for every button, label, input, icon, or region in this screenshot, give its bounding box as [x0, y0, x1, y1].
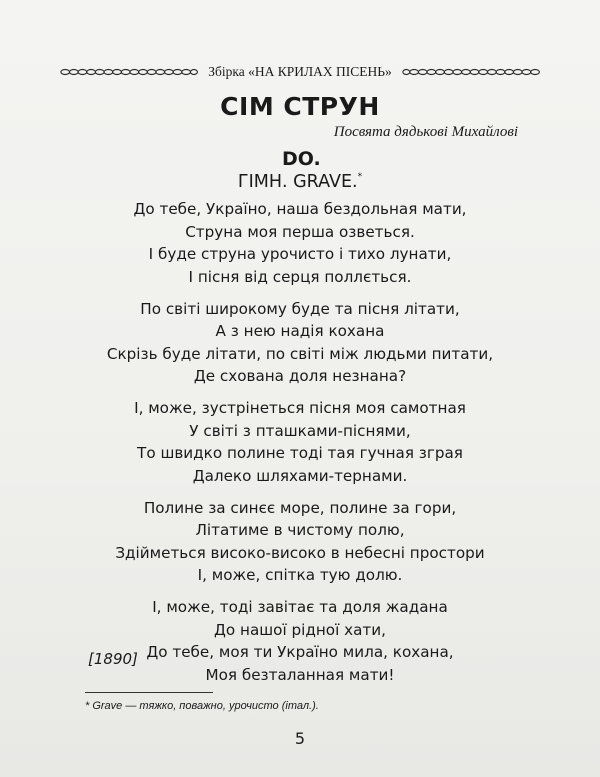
poem-line: Струна моя перша озветься.: [185, 222, 415, 241]
poem-date: [1890]: [88, 650, 138, 668]
poem-line: Далеко шляхами-тернами.: [192, 466, 408, 485]
poem-line: До тебе, моя ти Україно мила, кохана,: [146, 643, 454, 661]
poem-line: І, може, спітка тую долю.: [197, 566, 403, 584]
poem-line: І, може, зустрінеться пісня моя самотная: [134, 399, 466, 417]
tempo-marking: [0, 172, 600, 192]
collection-title: Збірка «НА КРИЛАХ ПІСЕНЬ»: [208, 64, 392, 79]
poem-line: До нашої рідної хати,: [214, 620, 386, 639]
footnote-marker: *: [357, 172, 363, 182]
poem-line: І буде струна урочисто і тихо лунати,: [148, 245, 452, 263]
poem-line: То швидко полине тоді тая гучная зграя: [137, 444, 463, 462]
poem-line: Літатиме в чистому полю,: [195, 521, 405, 539]
stanza: [70, 596, 530, 686]
poem-line: Полине за синєє море, полине за гори,: [143, 498, 457, 517]
musical-key: DO.: [282, 148, 321, 170]
poem-body: [70, 198, 530, 696]
footnote: * Grave — тяжко, поважно, урочисто (італ.).: [85, 700, 319, 712]
poem-line: І, може, тоді завітає та доля жадана: [152, 598, 448, 616]
poem-dedication: Посвята дядькові Михайлові: [333, 124, 518, 140]
poem-title: СІМ СТРУН: [220, 92, 380, 121]
chain-ornament-icon: [60, 68, 198, 76]
poem-line: Моя безталанная мати!: [205, 665, 395, 684]
poem-line: І пісня від серця поллється.: [188, 267, 412, 286]
page-number: 5: [294, 729, 306, 748]
chain-ornament-icon: [402, 68, 540, 76]
running-header: [60, 62, 540, 82]
stanza: [70, 298, 530, 388]
tempo-text: ГІМН. GRAVE.: [237, 172, 358, 192]
poem-line: До тебе, Україно, наша бездольная мати,: [133, 200, 467, 218]
poem-line: Скрізь буде літати, по світі між людьми питати,: [106, 344, 494, 363]
poem-line: Де схована доля незнана?: [193, 367, 407, 385]
poem-line: А з нею надія кохана: [215, 322, 385, 340]
stanza: [70, 397, 530, 487]
footnote-divider: [85, 692, 213, 693]
poem-line: Здійметься високо-високо в небесні простори: [115, 543, 485, 562]
stanza: [70, 198, 530, 288]
poem-line: По світі широкому буде та пісня літати,: [140, 299, 460, 318]
poem-line: У світі з пташками-піснями,: [189, 421, 411, 440]
stanza: [70, 497, 530, 587]
